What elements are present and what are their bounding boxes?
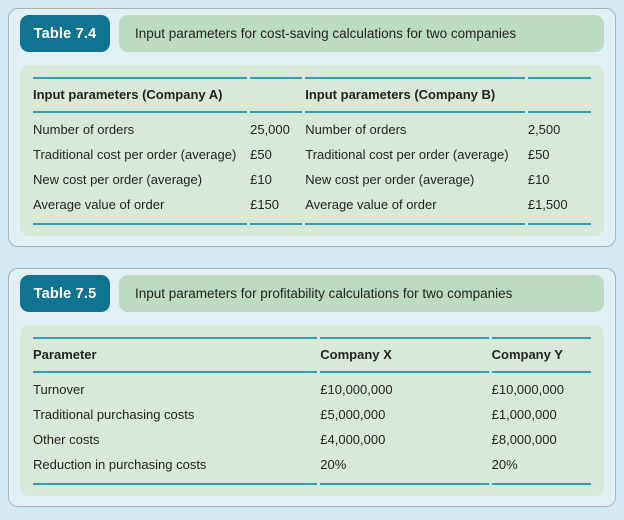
table-row xyxy=(33,167,591,192)
param-label: Average value of order xyxy=(33,192,247,225)
param-value: £50 xyxy=(527,147,550,162)
param-label: Number of orders xyxy=(305,122,407,137)
column-header-company-a: Input parameters (Company A) xyxy=(33,77,247,113)
column-header-spacer xyxy=(250,77,302,113)
param-label: New cost per order (average) xyxy=(305,172,475,187)
param-value: £4,000,000 xyxy=(320,432,386,447)
param-value: 20% xyxy=(320,452,488,485)
param-value: 25,000 xyxy=(250,122,290,137)
table-row xyxy=(33,427,591,452)
param-value: 2,500 xyxy=(527,122,561,137)
param-value: £8,000,000 xyxy=(491,432,557,447)
param-value: £1,000,000 xyxy=(491,407,557,422)
table-7-4-panel xyxy=(20,65,604,236)
param-label: Number of orders xyxy=(33,122,135,137)
table-row xyxy=(33,142,591,167)
param-value: £10,000,000 xyxy=(491,382,564,397)
table-7-4-badge: Table 7.4 xyxy=(20,15,110,52)
param-label: Average value of order xyxy=(305,192,525,225)
param-value: £1,500 xyxy=(528,192,591,225)
column-header-company-b: Input parameters (Company B) xyxy=(305,77,525,113)
param-label: Other costs xyxy=(33,432,100,447)
param-value: £10,000,000 xyxy=(320,382,393,397)
param-label: Reduction in purchasing costs xyxy=(33,452,317,485)
param-label: New cost per order (average) xyxy=(33,172,203,187)
table-7-5-badge: Table 7.5 xyxy=(20,275,110,312)
column-header-parameter: Parameter xyxy=(33,337,317,373)
table-row xyxy=(33,192,591,225)
param-value: £10 xyxy=(250,172,272,187)
column-header-company-y: Company Y xyxy=(492,337,591,373)
table-header-row xyxy=(33,77,591,113)
table-row xyxy=(33,402,591,427)
table-row xyxy=(33,452,591,485)
table-7-4-card xyxy=(8,8,616,247)
param-value: £5,000,000 xyxy=(320,407,386,422)
param-label: Turnover xyxy=(33,382,85,397)
table-7-5-panel xyxy=(20,325,604,496)
table-7-4 xyxy=(30,77,594,225)
table-7-5-header xyxy=(20,275,604,312)
param-label: Traditional cost per order (average) xyxy=(33,147,237,162)
table-7-5-card xyxy=(8,268,616,507)
table-row xyxy=(33,113,591,142)
table-7-5 xyxy=(30,337,594,485)
table-7-5-caption: Input parameters for profitability calculations for two companies xyxy=(119,275,604,312)
param-value: £50 xyxy=(250,147,272,162)
table-header-row xyxy=(33,337,591,373)
param-label: Traditional cost per order (average) xyxy=(305,147,509,162)
column-header-company-x: Company X xyxy=(320,337,488,373)
param-label: Traditional purchasing costs xyxy=(33,407,195,422)
param-value: £150 xyxy=(250,192,302,225)
param-value: £10 xyxy=(527,172,550,187)
table-7-4-caption: Input parameters for cost-saving calculations for two companies xyxy=(119,15,604,52)
param-value: 20% xyxy=(492,452,591,485)
table-row xyxy=(33,373,591,402)
column-header-spacer xyxy=(528,77,591,113)
table-7-4-header xyxy=(20,15,604,52)
